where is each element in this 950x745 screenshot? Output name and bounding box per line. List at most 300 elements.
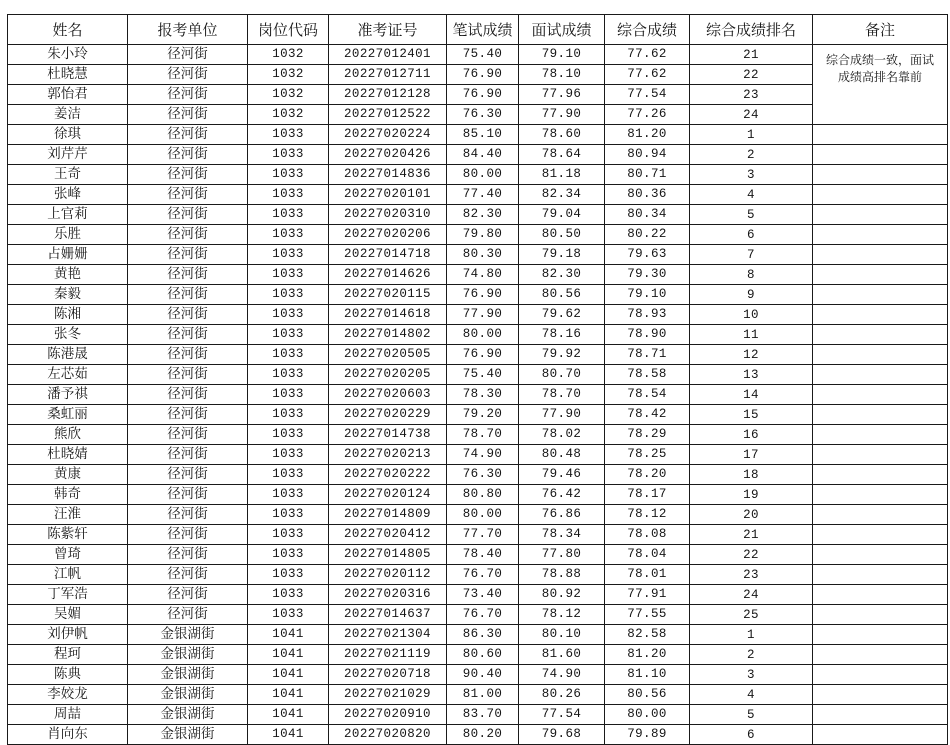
- remark-empty-cell: [813, 585, 948, 605]
- exam-number-cell: 20227021029: [329, 685, 447, 705]
- total-score-cell: 77.91: [605, 585, 690, 605]
- interview-score-cell: 78.34: [519, 525, 605, 545]
- table-row: [8, 145, 948, 165]
- total-score-cell: 78.08: [605, 525, 690, 545]
- position-code-cell: 1033: [248, 285, 329, 305]
- interview-score-cell: 79.68: [519, 725, 605, 745]
- unit-cell: 径河街: [128, 345, 248, 365]
- written-score-cell: 77.40: [447, 185, 519, 205]
- total-score-cell: 78.93: [605, 305, 690, 325]
- name-cell: 杜晓婧: [8, 445, 128, 465]
- total-score-cell: 78.42: [605, 405, 690, 425]
- header-name: 姓名: [8, 15, 128, 45]
- unit-cell: 径河街: [128, 85, 248, 105]
- total-score-cell: 79.30: [605, 265, 690, 285]
- score-table: [7, 14, 948, 745]
- total-score-cell: 78.25: [605, 445, 690, 465]
- written-score-cell: 80.60: [447, 645, 519, 665]
- table-row: [8, 105, 948, 125]
- interview-score-cell: 77.90: [519, 405, 605, 425]
- table-row: [8, 465, 948, 485]
- table-row: [8, 345, 948, 365]
- position-code-cell: 1033: [248, 485, 329, 505]
- name-cell: 秦毅: [8, 285, 128, 305]
- exam-number-cell: 20227020222: [329, 465, 447, 485]
- written-score-cell: 75.40: [447, 45, 519, 65]
- table-row: [8, 445, 948, 465]
- exam-number-cell: 20227012522: [329, 105, 447, 125]
- header-remark: 备注: [813, 15, 948, 45]
- rank-cell: 4: [690, 185, 813, 205]
- interview-score-cell: 79.04: [519, 205, 605, 225]
- interview-score-cell: 78.02: [519, 425, 605, 445]
- rank-cell: 7: [690, 245, 813, 265]
- position-code-cell: 1033: [248, 565, 329, 585]
- rank-cell: 12: [690, 345, 813, 365]
- position-code-cell: 1033: [248, 245, 329, 265]
- rank-cell: 16: [690, 425, 813, 445]
- name-cell: 程珂: [8, 645, 128, 665]
- header-row: [8, 15, 948, 45]
- remark-empty-cell: [813, 285, 948, 305]
- position-code-cell: 1033: [248, 305, 329, 325]
- name-cell: 吴媚: [8, 605, 128, 625]
- rank-cell: 3: [690, 665, 813, 685]
- unit-cell: 径河街: [128, 365, 248, 385]
- unit-cell: 径河街: [128, 605, 248, 625]
- interview-score-cell: 77.54: [519, 705, 605, 725]
- position-code-cell: 1032: [248, 85, 329, 105]
- interview-score-cell: 79.62: [519, 305, 605, 325]
- unit-cell: 径河街: [128, 145, 248, 165]
- table-row: [8, 205, 948, 225]
- interview-score-cell: 77.96: [519, 85, 605, 105]
- name-cell: 周喆: [8, 705, 128, 725]
- written-score-cell: 76.70: [447, 565, 519, 585]
- rank-cell: 13: [690, 365, 813, 385]
- written-score-cell: 80.80: [447, 485, 519, 505]
- remark-empty-cell: [813, 205, 948, 225]
- unit-cell: 径河街: [128, 205, 248, 225]
- table-row: [8, 565, 948, 585]
- rank-cell: 18: [690, 465, 813, 485]
- unit-cell: 金银湖街: [128, 705, 248, 725]
- total-score-cell: 80.71: [605, 165, 690, 185]
- rank-cell: 24: [690, 585, 813, 605]
- position-code-cell: 1033: [248, 445, 329, 465]
- name-cell: 姜洁: [8, 105, 128, 125]
- position-code-cell: 1033: [248, 585, 329, 605]
- total-score-cell: 77.26: [605, 105, 690, 125]
- unit-cell: 径河街: [128, 305, 248, 325]
- position-code-cell: 1033: [248, 545, 329, 565]
- written-score-cell: 78.30: [447, 385, 519, 405]
- remark-empty-cell: [813, 145, 948, 165]
- remark-empty-cell: [813, 265, 948, 285]
- interview-score-cell: 81.18: [519, 165, 605, 185]
- written-score-cell: 81.00: [447, 685, 519, 705]
- rank-cell: 10: [690, 305, 813, 325]
- total-score-cell: 80.94: [605, 145, 690, 165]
- rank-cell: 22: [690, 545, 813, 565]
- rank-cell: 2: [690, 145, 813, 165]
- unit-cell: 径河街: [128, 505, 248, 525]
- interview-score-cell: 78.60: [519, 125, 605, 145]
- exam-number-cell: 20227014805: [329, 545, 447, 565]
- name-cell: 陈港晟: [8, 345, 128, 365]
- header-rank: 综合成绩排名: [690, 15, 813, 45]
- position-code-cell: 1033: [248, 125, 329, 145]
- written-score-cell: 80.20: [447, 725, 519, 745]
- exam-number-cell: 20227020412: [329, 525, 447, 545]
- written-score-cell: 76.30: [447, 465, 519, 485]
- table-row: [8, 65, 948, 85]
- table-row: [8, 365, 948, 385]
- interview-score-cell: 74.90: [519, 665, 605, 685]
- rank-cell: 1: [690, 125, 813, 145]
- rank-cell: 17: [690, 445, 813, 465]
- table-row: [8, 85, 948, 105]
- name-cell: 张峰: [8, 185, 128, 205]
- written-score-cell: 90.40: [447, 665, 519, 685]
- total-score-cell: 80.34: [605, 205, 690, 225]
- unit-cell: 金银湖街: [128, 685, 248, 705]
- position-code-cell: 1033: [248, 425, 329, 445]
- rank-cell: 2: [690, 645, 813, 665]
- name-cell: 占姗姗: [8, 245, 128, 265]
- unit-cell: 径河街: [128, 565, 248, 585]
- table-row: [8, 165, 948, 185]
- remark-empty-cell: [813, 705, 948, 725]
- table-row: [8, 125, 948, 145]
- total-score-cell: 80.56: [605, 685, 690, 705]
- interview-score-cell: 77.90: [519, 105, 605, 125]
- name-cell: 刘芹芹: [8, 145, 128, 165]
- interview-score-cell: 80.10: [519, 625, 605, 645]
- written-score-cell: 77.90: [447, 305, 519, 325]
- exam-number-cell: 20227020820: [329, 725, 447, 745]
- written-score-cell: 83.70: [447, 705, 519, 725]
- position-code-cell: 1033: [248, 605, 329, 625]
- score-table-body: [8, 45, 948, 745]
- total-score-cell: 79.63: [605, 245, 690, 265]
- interview-score-cell: 80.48: [519, 445, 605, 465]
- table-row: [8, 385, 948, 405]
- rank-cell: 23: [690, 565, 813, 585]
- table-row: [8, 705, 948, 725]
- interview-score-cell: 79.10: [519, 45, 605, 65]
- unit-cell: 径河街: [128, 285, 248, 305]
- table-row: [8, 605, 948, 625]
- unit-cell: 径河街: [128, 125, 248, 145]
- exam-number-cell: 20227021304: [329, 625, 447, 645]
- interview-score-cell: 82.34: [519, 185, 605, 205]
- name-cell: 李姣龙: [8, 685, 128, 705]
- exam-number-cell: 20227020101: [329, 185, 447, 205]
- table-row: [8, 265, 948, 285]
- remark-cell: [813, 45, 948, 125]
- table-row: [8, 685, 948, 705]
- interview-score-cell: 80.50: [519, 225, 605, 245]
- unit-cell: 径河街: [128, 405, 248, 425]
- rank-cell: 14: [690, 385, 813, 405]
- name-cell: 刘伊帆: [8, 625, 128, 645]
- total-score-cell: 78.90: [605, 325, 690, 345]
- total-score-cell: 78.04: [605, 545, 690, 565]
- total-score-cell: 77.62: [605, 65, 690, 85]
- written-score-cell: 73.40: [447, 585, 519, 605]
- position-code-cell: 1041: [248, 645, 329, 665]
- interview-score-cell: 80.56: [519, 285, 605, 305]
- exam-number-cell: 20227020505: [329, 345, 447, 365]
- total-score-cell: 81.20: [605, 125, 690, 145]
- name-cell: 丁军浩: [8, 585, 128, 605]
- name-cell: 熊欣: [8, 425, 128, 445]
- header-exam-number: 准考证号: [329, 15, 447, 45]
- exam-number-cell: 20227014802: [329, 325, 447, 345]
- exam-number-cell: 20227020205: [329, 365, 447, 385]
- table-row: [8, 725, 948, 745]
- interview-score-cell: 81.60: [519, 645, 605, 665]
- total-score-cell: 82.58: [605, 625, 690, 645]
- name-cell: 肖向东: [8, 725, 128, 745]
- written-score-cell: 77.70: [447, 525, 519, 545]
- total-score-cell: 80.36: [605, 185, 690, 205]
- exam-number-cell: 20227020213: [329, 445, 447, 465]
- written-score-cell: 74.90: [447, 445, 519, 465]
- name-cell: 左芯茹: [8, 365, 128, 385]
- remark-empty-cell: [813, 345, 948, 365]
- exam-number-cell: 20227020603: [329, 385, 447, 405]
- name-cell: 上官莉: [8, 205, 128, 225]
- position-code-cell: 1033: [248, 465, 329, 485]
- written-score-cell: 76.90: [447, 345, 519, 365]
- rank-cell: 5: [690, 705, 813, 725]
- interview-score-cell: 80.26: [519, 685, 605, 705]
- header-interview-score: 面试成绩: [519, 15, 605, 45]
- remark-empty-cell: [813, 245, 948, 265]
- name-cell: 郭怡君: [8, 85, 128, 105]
- written-score-cell: 75.40: [447, 365, 519, 385]
- exam-number-cell: 20227020224: [329, 125, 447, 145]
- remark-text-line: 成绩高排名靠前: [837, 70, 922, 84]
- rank-cell: 5: [690, 205, 813, 225]
- written-score-cell: 76.30: [447, 105, 519, 125]
- unit-cell: 径河街: [128, 45, 248, 65]
- remark-empty-cell: [813, 445, 948, 465]
- unit-cell: 径河街: [128, 485, 248, 505]
- position-code-cell: 1041: [248, 665, 329, 685]
- position-code-cell: 1041: [248, 685, 329, 705]
- remark-empty-cell: [813, 565, 948, 585]
- written-score-cell: 82.30: [447, 205, 519, 225]
- total-score-cell: 78.54: [605, 385, 690, 405]
- remark-empty-cell: [813, 305, 948, 325]
- position-code-cell: 1033: [248, 205, 329, 225]
- name-cell: 徐琪: [8, 125, 128, 145]
- table-row: [8, 285, 948, 305]
- remark-empty-cell: [813, 525, 948, 545]
- name-cell: 汪淮: [8, 505, 128, 525]
- unit-cell: 径河街: [128, 545, 248, 565]
- remark-empty-cell: [813, 405, 948, 425]
- written-score-cell: 80.00: [447, 165, 519, 185]
- position-code-cell: 1033: [248, 325, 329, 345]
- unit-cell: 金银湖街: [128, 725, 248, 745]
- position-code-cell: 1033: [248, 505, 329, 525]
- unit-cell: 金银湖街: [128, 625, 248, 645]
- interview-score-cell: 79.92: [519, 345, 605, 365]
- table-row: [8, 625, 948, 645]
- written-score-cell: 80.30: [447, 245, 519, 265]
- interview-score-cell: 76.86: [519, 505, 605, 525]
- name-cell: 韩奇: [8, 485, 128, 505]
- written-score-cell: 79.20: [447, 405, 519, 425]
- written-score-cell: 86.30: [447, 625, 519, 645]
- written-score-cell: 74.80: [447, 265, 519, 285]
- exam-number-cell: 20227020310: [329, 205, 447, 225]
- unit-cell: 径河街: [128, 225, 248, 245]
- remark-empty-cell: [813, 365, 948, 385]
- unit-cell: 径河街: [128, 585, 248, 605]
- position-code-cell: 1041: [248, 625, 329, 645]
- total-score-cell: 80.22: [605, 225, 690, 245]
- total-score-cell: 77.62: [605, 45, 690, 65]
- total-score-cell: 78.17: [605, 485, 690, 505]
- interview-score-cell: 78.70: [519, 385, 605, 405]
- interview-score-cell: 79.18: [519, 245, 605, 265]
- unit-cell: 径河街: [128, 385, 248, 405]
- remark-empty-cell: [813, 545, 948, 565]
- total-score-cell: 81.10: [605, 665, 690, 685]
- written-score-cell: 85.10: [447, 125, 519, 145]
- name-cell: 黄康: [8, 465, 128, 485]
- name-cell: 江帆: [8, 565, 128, 585]
- remark-empty-cell: [813, 165, 948, 185]
- exam-number-cell: 20227020910: [329, 705, 447, 725]
- position-code-cell: 1033: [248, 265, 329, 285]
- remark-empty-cell: [813, 505, 948, 525]
- header-total-score: 综合成绩: [605, 15, 690, 45]
- written-score-cell: 76.70: [447, 605, 519, 625]
- name-cell: 潘予祺: [8, 385, 128, 405]
- remark-empty-cell: [813, 185, 948, 205]
- table-row: [8, 185, 948, 205]
- total-score-cell: 78.01: [605, 565, 690, 585]
- remark-empty-cell: [813, 465, 948, 485]
- position-code-cell: 1032: [248, 45, 329, 65]
- remark-empty-cell: [813, 125, 948, 145]
- unit-cell: 金银湖街: [128, 645, 248, 665]
- written-score-cell: 79.80: [447, 225, 519, 245]
- written-score-cell: 80.00: [447, 505, 519, 525]
- total-score-cell: 78.12: [605, 505, 690, 525]
- name-cell: 陈湘: [8, 305, 128, 325]
- rank-cell: 19: [690, 485, 813, 505]
- interview-score-cell: 80.92: [519, 585, 605, 605]
- remark-empty-cell: [813, 425, 948, 445]
- table-row: [8, 405, 948, 425]
- rank-cell: 15: [690, 405, 813, 425]
- exam-number-cell: 20227012711: [329, 65, 447, 85]
- position-code-cell: 1033: [248, 185, 329, 205]
- unit-cell: 径河街: [128, 65, 248, 85]
- written-score-cell: 84.40: [447, 145, 519, 165]
- table-header: [8, 15, 948, 45]
- total-score-cell: 81.20: [605, 645, 690, 665]
- unit-cell: 径河街: [128, 245, 248, 265]
- position-code-cell: 1033: [248, 145, 329, 165]
- exam-number-cell: 20227020316: [329, 585, 447, 605]
- total-score-cell: 80.00: [605, 705, 690, 725]
- remark-empty-cell: [813, 485, 948, 505]
- unit-cell: 径河街: [128, 425, 248, 445]
- unit-cell: 径河街: [128, 525, 248, 545]
- remark-empty-cell: [813, 725, 948, 745]
- exam-number-cell: 20227014809: [329, 505, 447, 525]
- remark-empty-cell: [813, 645, 948, 665]
- name-cell: 陈典: [8, 665, 128, 685]
- unit-cell: 径河街: [128, 185, 248, 205]
- written-score-cell: 80.00: [447, 325, 519, 345]
- exam-number-cell: 20227020124: [329, 485, 447, 505]
- table-row: [8, 645, 948, 665]
- total-score-cell: 78.29: [605, 425, 690, 445]
- table-row: [8, 305, 948, 325]
- table-row: [8, 325, 948, 345]
- unit-cell: 径河街: [128, 325, 248, 345]
- rank-cell: 9: [690, 285, 813, 305]
- exam-number-cell: 20227020718: [329, 665, 447, 685]
- interview-score-cell: 82.30: [519, 265, 605, 285]
- rank-cell: 22: [690, 65, 813, 85]
- remark-empty-cell: [813, 685, 948, 705]
- interview-score-cell: 78.16: [519, 325, 605, 345]
- rank-cell: 21: [690, 45, 813, 65]
- position-code-cell: 1032: [248, 65, 329, 85]
- rank-cell: 8: [690, 265, 813, 285]
- name-cell: 黄艳: [8, 265, 128, 285]
- interview-score-cell: 77.80: [519, 545, 605, 565]
- remark-empty-cell: [813, 625, 948, 645]
- exam-number-cell: 20227014618: [329, 305, 447, 325]
- table-row: [8, 505, 948, 525]
- exam-number-cell: 20227014836: [329, 165, 447, 185]
- table-row: [8, 485, 948, 505]
- header-written-score: 笔试成绩: [447, 15, 519, 45]
- name-cell: 乐胜: [8, 225, 128, 245]
- exam-number-cell: 20227014738: [329, 425, 447, 445]
- interview-score-cell: 79.46: [519, 465, 605, 485]
- total-score-cell: 77.54: [605, 85, 690, 105]
- unit-cell: 径河街: [128, 265, 248, 285]
- total-score-cell: 79.10: [605, 285, 690, 305]
- total-score-cell: 78.20: [605, 465, 690, 485]
- rank-cell: 6: [690, 225, 813, 245]
- exam-number-cell: 20227020115: [329, 285, 447, 305]
- written-score-cell: 78.40: [447, 545, 519, 565]
- remark-empty-cell: [813, 225, 948, 245]
- remark-empty-cell: [813, 325, 948, 345]
- total-score-cell: 78.71: [605, 345, 690, 365]
- exam-number-cell: 20227012128: [329, 85, 447, 105]
- position-code-cell: 1033: [248, 225, 329, 245]
- remark-empty-cell: [813, 605, 948, 625]
- table-row: [8, 525, 948, 545]
- table-row: [8, 545, 948, 565]
- position-code-cell: 1033: [248, 165, 329, 185]
- header-unit: 报考单位: [128, 15, 248, 45]
